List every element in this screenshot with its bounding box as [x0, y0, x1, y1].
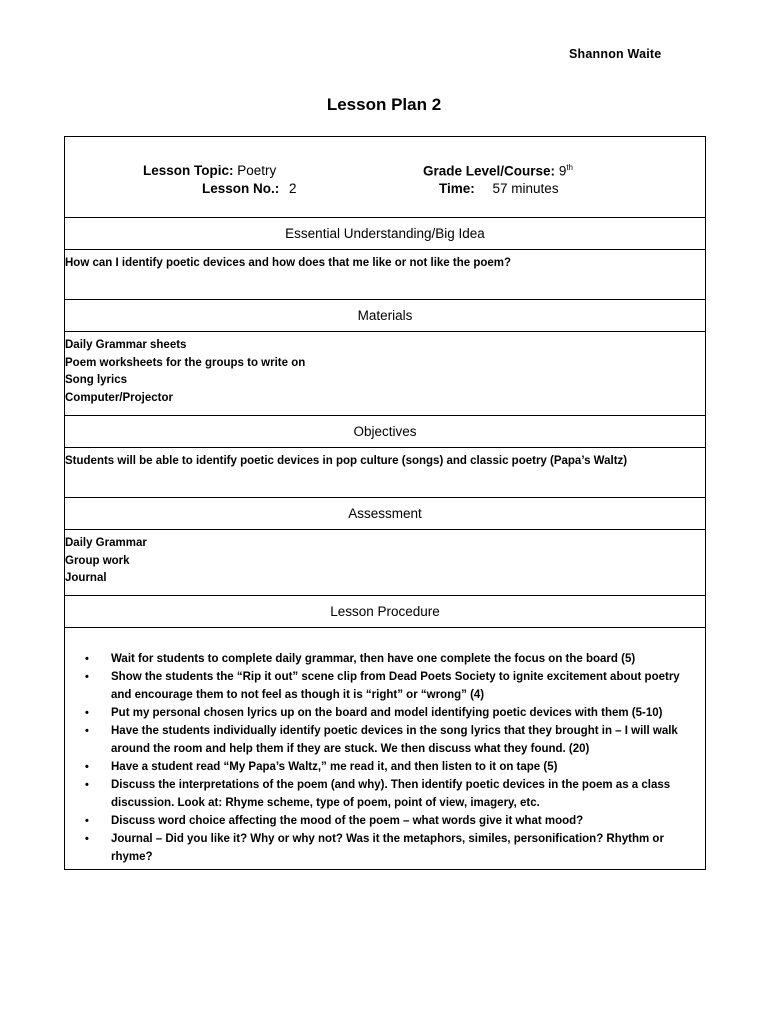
- procedure-item: [65, 722, 705, 758]
- lesson-topic: [143, 163, 276, 178]
- bullet-icon: •: [85, 761, 89, 773]
- grade-level-label: Grade Level/Course:: [423, 163, 556, 179]
- lesson-topic-value: Poetry: [237, 163, 277, 178]
- procedure-item-text: Show the students the “Rip it out” scene clip from Dead Poets Society to ignite excitement about poetry and encourage them to not feel as though it is “right” or “wrong” (4): [111, 671, 680, 701]
- procedure-item: [65, 758, 705, 776]
- procedure-item: [65, 812, 705, 830]
- assessment-heading: [65, 497, 705, 529]
- bullet-icon: •: [85, 725, 89, 737]
- lesson-plan-table: [64, 136, 706, 870]
- materials-heading: [65, 299, 705, 331]
- procedure-item: [65, 830, 705, 866]
- bullet-icon: •: [85, 779, 89, 791]
- grade-level: [423, 163, 573, 179]
- procedure-item-text: Journal – Did you like it? Why or why not? Was it the metaphors, similes, personification? Rhythm or rhyme?: [111, 833, 664, 863]
- essential-heading: [65, 217, 705, 249]
- bullet-icon: •: [85, 815, 89, 827]
- grade-level-suffix: th: [566, 163, 573, 172]
- procedure-item-text: Discuss word choice affecting the mood of the poem – what words give it what mood?: [111, 815, 584, 827]
- lesson-number-label: Lesson No.:: [202, 181, 280, 196]
- bullet-icon: •: [85, 671, 89, 683]
- materials-heading-text: Materials: [357, 308, 413, 323]
- essential-line: How can I identify poetic devices and how does that me like or not like the poem?: [65, 257, 512, 269]
- materials-line: Daily Grammar sheets: [65, 339, 187, 351]
- procedure-heading-text: Lesson Procedure: [330, 604, 440, 619]
- procedure-item-text: Wait for students to complete daily grammar, then have one complete the focus on the board (5): [111, 653, 636, 665]
- procedure-item: [65, 668, 705, 704]
- materials-body: [65, 331, 705, 415]
- objectives-heading-text: Objectives: [353, 424, 417, 439]
- materials-line: Poem worksheets for the groups to write on: [65, 356, 306, 369]
- assessment-heading-text: Assessment: [348, 506, 422, 521]
- materials-line: Computer/Projector: [65, 391, 173, 404]
- essential-heading-text: Essential Understanding/Big Idea: [285, 226, 485, 241]
- procedure-item: [65, 650, 705, 668]
- lesson-time-value: 57 minutes: [492, 181, 559, 196]
- procedure-item: [65, 776, 705, 812]
- page-title: Lesson Plan 2: [326, 95, 442, 114]
- bullet-icon: •: [85, 707, 89, 719]
- procedure-item: [65, 704, 705, 722]
- assessment-line: Journal: [65, 572, 107, 584]
- procedure-item-text: Have the students individually identify poetic devices in the song lyrics that they brought in – I will walk around the room and help them if they are stuck. We then discuss what they found. (20): [111, 725, 678, 755]
- lesson-number-value: 2: [289, 181, 297, 196]
- objectives-body: [65, 447, 705, 497]
- procedure-item-text: Have a student read “My Papa’s Waltz,” me read it, and then listen to it on tape (5): [111, 761, 558, 773]
- lesson-topic-label: Lesson Topic:: [143, 163, 234, 178]
- materials-line: Song lyrics: [65, 374, 127, 386]
- author-name: Shannon Waite: [569, 47, 662, 61]
- lesson-time: [439, 181, 559, 196]
- essential-body: [65, 249, 705, 299]
- lesson-number: [202, 181, 297, 196]
- procedure-heading: [65, 595, 705, 627]
- assessment-line: Daily Grammar: [65, 537, 147, 549]
- objectives-heading: [65, 415, 705, 447]
- procedure-item-text: Put my personal chosen lyrics up on the board and model identifying poetic devices with them (5-10): [111, 707, 663, 719]
- assessment-line: Group work: [65, 554, 130, 567]
- objectives-line: Students will be able to identify poetic devices in pop culture (songs) and classic poetry (Papa’s Waltz): [65, 455, 628, 467]
- bullet-icon: •: [85, 653, 89, 665]
- procedure-body: [65, 627, 705, 869]
- procedure-list: [65, 628, 705, 866]
- lesson-header: [65, 137, 705, 217]
- assessment-body: [65, 529, 705, 595]
- lesson-time-label: Time:: [439, 181, 475, 196]
- grade-level-value: 9: [558, 163, 567, 179]
- bullet-icon: •: [85, 833, 89, 845]
- procedure-item-text: Discuss the interpretations of the poem (and why). Then identify poetic devices in the poem as a class discussion. Look at: Rhyme scheme, type of poem, point of view, imagery, etc.: [111, 779, 671, 809]
